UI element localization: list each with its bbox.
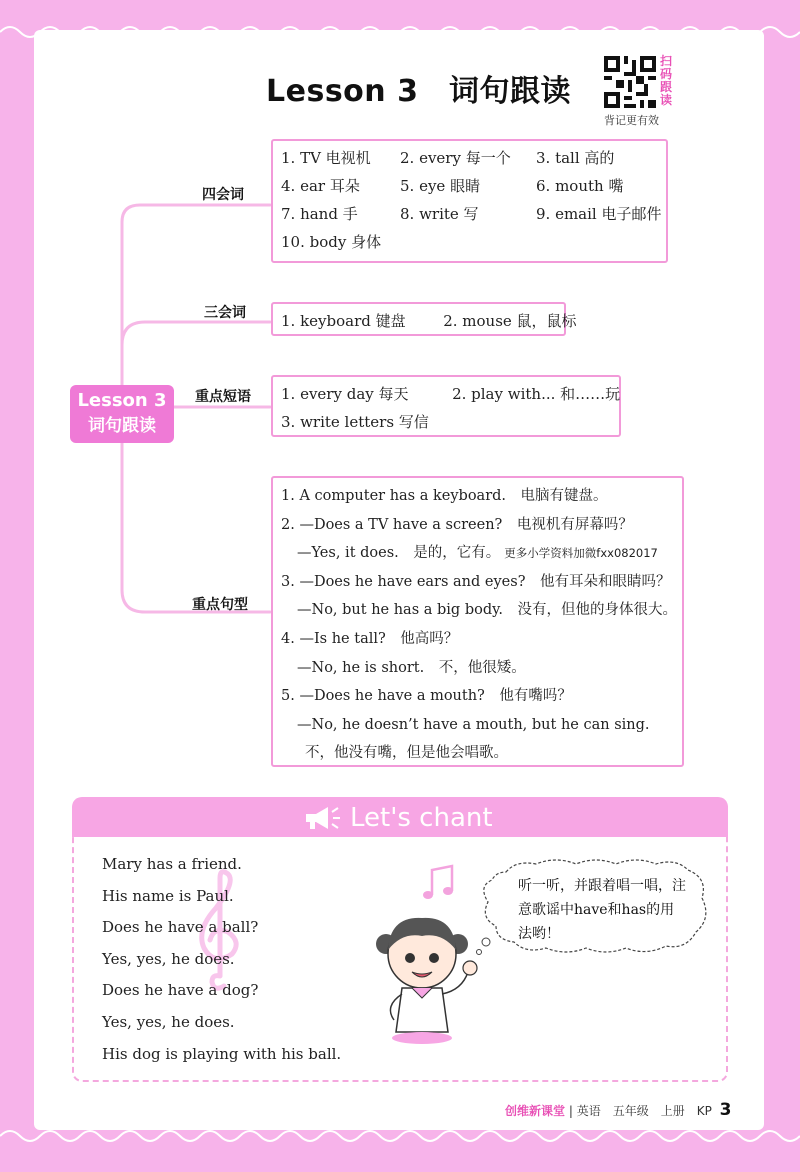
footer [505, 1100, 731, 1120]
music-notes-icon [420, 862, 460, 902]
hub-line2: 词句跟读 [88, 416, 156, 436]
word-item: 8. write 写 [400, 205, 479, 223]
footer-info: | 英语 五年级 上册 KP [568, 1104, 712, 1118]
sentence-line: 4. —Is he tall? 他高吗？ [281, 630, 459, 647]
word-item: 5. eye 眼睛 [400, 177, 481, 195]
chant-line: His dog is playing with his ball. [102, 1044, 342, 1063]
lesson-hub [70, 385, 174, 443]
qr-caption: 背记更有效 [604, 114, 659, 127]
sentences-box [271, 476, 684, 767]
category-phrases: 重点短语 [195, 389, 251, 405]
sentence-line: —Yes, it does. 是的，它有。 更多小学资料加微fxx082017 [297, 545, 658, 562]
category-sentences: 重点句型 [192, 597, 248, 613]
page-title: Lesson 3 词句跟读 [266, 74, 571, 109]
sentence-line: 3. —Does he have ears and eyes? 他有耳朵和眼睛吗？ [281, 573, 671, 590]
chant-line: Yes, yes, he does. [102, 1012, 235, 1031]
chant-title: Let's chant [350, 803, 493, 833]
phrase-item: 2. play with... 和……玩 [452, 385, 621, 403]
word-item: 1. TV 电视机 [281, 149, 371, 167]
sentence-line: —No, but he has a big body. 没有，但他的身体很大。 [297, 602, 677, 619]
word-item: 2. every 每一个 [400, 149, 511, 167]
chant-line: Does he have a dog? [102, 981, 259, 1000]
phrase-item: 3. write letters 写信 [281, 413, 429, 431]
sentence-line: 1. A computer has a keyboard. 电脑有键盘。 [281, 488, 608, 504]
word-item: 10. body 身体 [281, 233, 382, 251]
chant-lyrics [102, 849, 341, 1070]
category-four-skill: 四会词 [202, 187, 244, 203]
sentence-line: 2. —Does a TV have a screen? 电视机有屏幕吗？ [281, 516, 633, 533]
ad-text: 更多小学资料加微fxx082017 [504, 546, 658, 561]
word-item: 7. hand 手 [281, 205, 358, 223]
three-skill-box [271, 302, 577, 336]
chant-line: Yes, yes, he does. [102, 949, 235, 968]
word-item: 9. email 电子邮件 [536, 205, 662, 223]
footer-brand: 创维新课堂 [505, 1104, 566, 1118]
sentence-line: —No, he is short. 不，他很矮。 [297, 659, 526, 676]
phrase-item: 1. every day 每天 [281, 385, 409, 403]
sentence-line: —No, he doesn’t have a mouth, but he can sing. [297, 716, 650, 733]
four-skill-box [271, 139, 668, 263]
girl-illustration [372, 902, 484, 1052]
hub-line1: Lesson 3 [77, 390, 167, 411]
chant-line: Does he have a ball? [102, 918, 259, 937]
chant-line: Mary has a friend. [102, 855, 242, 873]
word-item: 4. ear 耳朵 [281, 177, 360, 195]
phrases-box [271, 375, 621, 437]
sentence-line: 5. —Does he have a mouth? 他有嘴吗？ [281, 688, 572, 705]
word-item: 2. mouse 鼠，鼠标 [443, 312, 577, 330]
chant-line: His name is Paul. [102, 886, 234, 905]
category-three-skill: 三会词 [204, 305, 246, 321]
word-item: 3. tall 高的 [536, 149, 615, 167]
bottom-wave-border [0, 1124, 800, 1148]
qr-side-label: 扫码跟读 [660, 54, 673, 107]
megaphone-icon [302, 803, 342, 833]
bubble-text: 听一听，并跟着唱一唱，注意歌谣中have和has的用法哟！ [518, 878, 686, 942]
sentence-line: 不，他没有嘴，但是他会唱歌。 [305, 745, 508, 762]
word-item: 6. mouth 嘴 [536, 177, 624, 195]
word-item: 1. keyboard 键盘 [281, 312, 406, 330]
page-number: 3 [719, 1100, 732, 1120]
